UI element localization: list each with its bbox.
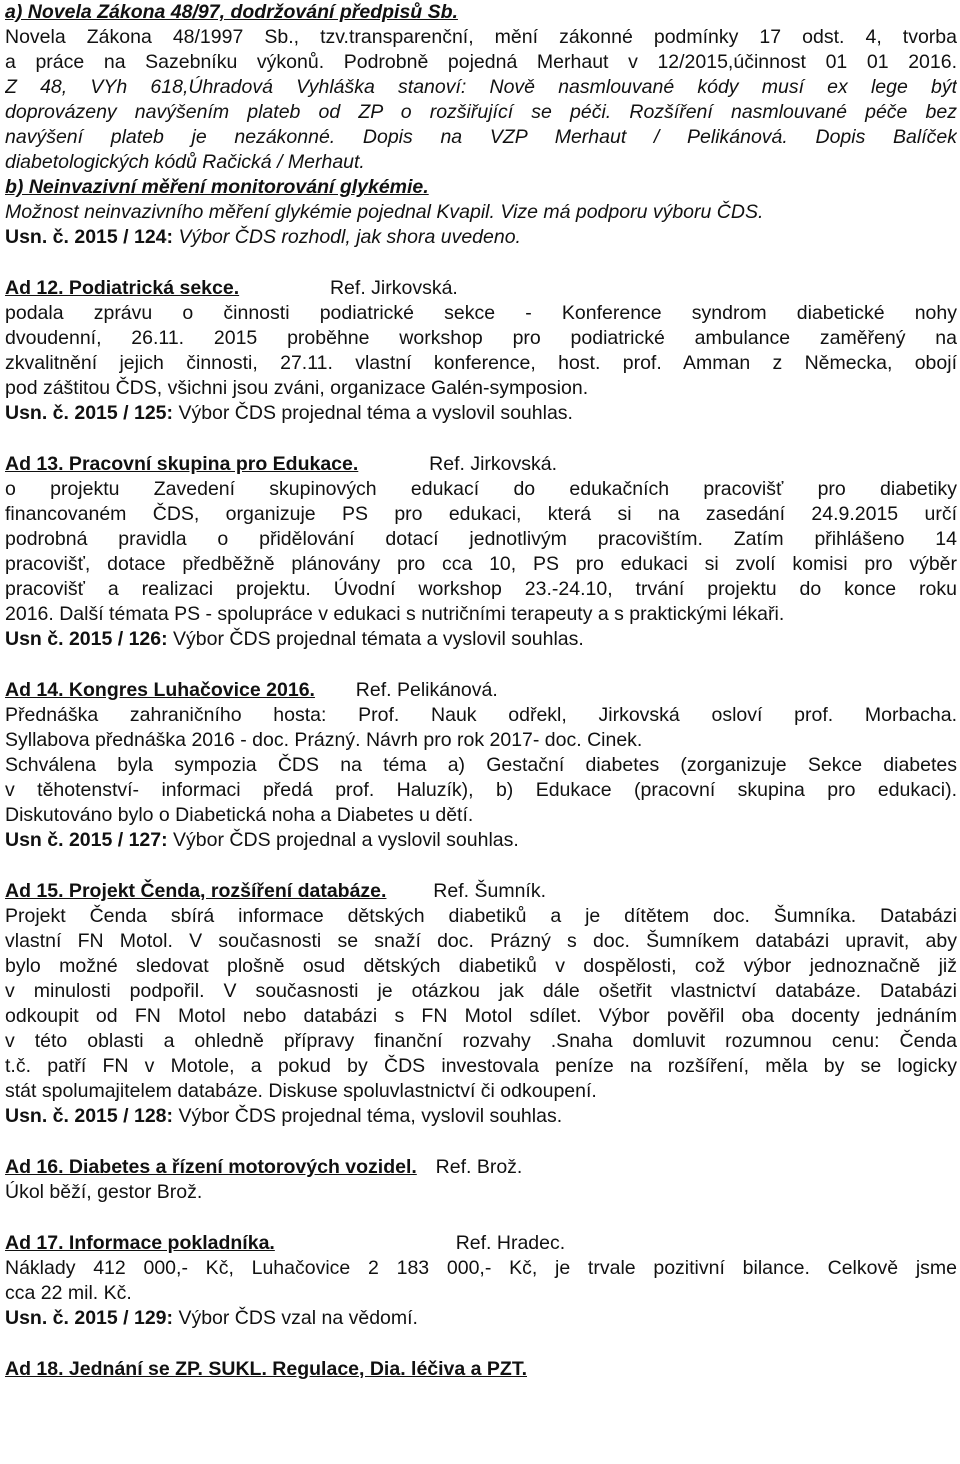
paragraph-line: Diskutováno bylo o Diabetická noha a Diabetes u dětí. xyxy=(5,804,474,826)
document-page xyxy=(5,0,957,1382)
paragraph-line: vlastní FN Motol. V současnosti se snaží doc. Prázný s doc. Šumníkem databázi upravit, aby xyxy=(5,930,957,952)
paragraph-line: stát spolumajitelem databáze. Diskuse spoluvlastnictví či odkoupení. xyxy=(5,1080,597,1102)
section-b-heading: b) Neinvazivní měření monitorování glykémie. xyxy=(5,176,429,198)
agenda-item-header xyxy=(5,1231,957,1256)
paragraph-line: pracovišť, dotace předběžně plánovány pro cca 10, PS pro edukaci si zvolí komisi pro výběr xyxy=(5,553,957,575)
agenda-item-ref: Ref. Jirkovská. xyxy=(329,277,458,299)
paragraph-line: podrobná pravidla o přidělování dotací jednotlivým pracovištím. Zatím přihlášeno 14 xyxy=(5,528,957,550)
agenda-item-ref: Ref. Hradec. xyxy=(455,1232,566,1254)
agenda-item-title: Ad 12. Podiatrická sekce. xyxy=(5,277,240,299)
paragraph-line: zkvalitnění jejich činnosti, 27.11. vlastní konference, host. prof. Amman z Německa, obojí xyxy=(5,352,957,374)
resolution-label: Usn č. xyxy=(5,628,64,650)
agenda-item-ref: Ref. Šumník. xyxy=(433,880,547,902)
agenda-item-header xyxy=(5,879,957,904)
paragraph-line: a práce na Sazebníku výkonů. Podrobně pojedná Merhaut v 12/2015,účinnost 01 01 2016. xyxy=(5,51,957,73)
agenda-item-header xyxy=(5,276,957,301)
resolution-number: 2015 / 129: xyxy=(74,1307,174,1329)
resolution xyxy=(5,401,957,426)
paragraph-line: dvoudenní, 26.11. 2015 proběhne workshop pro podiatrické ambulance zaměřený na xyxy=(5,327,957,349)
paragraph-line: bylo možné sledovat plošně osud dětských diabetiků v dospělosti, což výbor jednoznačně již xyxy=(5,955,957,977)
paragraph-line: Z 48, VYh 618,Úhradová Vyhláška stanoví: Nově nasmlouvané kódy musí ex lege být xyxy=(5,76,957,98)
agenda-item-header xyxy=(5,678,957,703)
paragraph-line: 2016. Další témata PS - spolupráce v edukaci s nutričními terapeuty a s praktickými lékaři. xyxy=(5,603,785,625)
paragraph-line: pod záštitou ČDS, všichni jsou zváni, organizace Galén-symposion. xyxy=(5,377,589,399)
agenda-item-ref: Ref. Jirkovská. xyxy=(429,453,558,475)
resolution xyxy=(5,1104,957,1129)
resolution xyxy=(5,627,957,652)
paragraph-line: Syllabova přednáška 2016 - doc. Prázný. Návrh pro rok 2017- doc. Cinek. xyxy=(5,729,643,751)
paragraph-line: Úkol běží, gestor Brož. xyxy=(5,1181,203,1203)
paragraph-line: navýšení plateb je nezákonné. Dopis na VZP Merhaut / Pelikánová. Dopis Balíček xyxy=(5,126,957,148)
resolution xyxy=(5,1306,957,1331)
resolution xyxy=(5,828,957,853)
paragraph-line: o projektu Zavedení skupinových edukací do edukačních pracovišť pro diabetiky xyxy=(5,478,957,500)
paragraph-line: v minulosti podpořil. V současnosti je otázkou jak dále ošetřit vlastnictví databáze. Databázi xyxy=(5,980,957,1002)
paragraph-line: podala zprávu o činnosti podiatrické sekce - Konference syndrom diabetické nohy xyxy=(5,302,957,324)
agenda-item-ref: Ref. Pelikánová. xyxy=(355,679,498,701)
resolution-text: Výbor ČDS projednal témata a vyslovil souhlas. xyxy=(173,628,584,650)
resolution-number: 2015 / 128: xyxy=(74,1105,174,1127)
resolution-number: 2015 / 124: xyxy=(74,226,174,248)
paragraph-line: doprovázeny navýšením plateb od ZP o rozšiřující se péči. Rozšíření nasmlouvané péče bez xyxy=(5,101,957,123)
resolution-label: Usn. č. xyxy=(5,1105,69,1127)
agenda-item-ref: Ref. Brož. xyxy=(435,1156,523,1178)
agenda-item-title: Ad 13. Pracovní skupina pro Edukace. xyxy=(5,453,359,475)
resolution-number: 2015 / 126: xyxy=(68,628,168,650)
resolution-label: Usn č. xyxy=(5,829,64,851)
paragraph-line: v těhotenství- informaci předá prof. Haluzík), b) Edukace (pracovní skupina pro edukaci). xyxy=(5,779,957,801)
resolution-text: Výbor ČDS projednal a vyslovil souhlas. xyxy=(173,829,519,851)
paragraph-line: cca 22 mil. Kč. xyxy=(5,1282,132,1304)
agenda-item-title: Ad 16. Diabetes a řízení motorových vozidel. xyxy=(5,1156,417,1178)
paragraph-line: odkoupit od FN Motol nebo databázi s FN Motol sdílet. Výbor pověřil oba docenty jednáním xyxy=(5,1005,957,1027)
paragraph-line: Přednáška zahraničního hosta: Prof. Nauk odřekl, Jirkovská osloví prof. Morbacha. xyxy=(5,704,957,726)
resolution-text: Výbor ČDS projednal téma a vyslovil souhlas. xyxy=(178,402,573,424)
agenda-item-title: Ad 17. Informace pokladníka. xyxy=(5,1232,275,1254)
resolution-label: Usn. č. xyxy=(5,1307,69,1329)
paragraph-line: financovaném ČDS, organizuje PS pro edukaci, která si na zasedání 24.9.2015 určí xyxy=(5,503,957,525)
resolution xyxy=(5,225,957,250)
paragraph-line: Náklady 412 000,- Kč, Luhačovice 2 183 000,- Kč, je trvale pozitivní bilance. Celkově jsme xyxy=(5,1257,957,1279)
resolution-text: Výbor ČDS rozhodl, jak shora uvedeno. xyxy=(178,226,521,248)
resolution-number: 2015 / 127: xyxy=(68,829,168,851)
agenda-item-header xyxy=(5,452,957,477)
agenda-item-title: Ad 15. Projekt Čenda, rozšíření databáze. xyxy=(5,880,387,902)
paragraph-line: pracovišť a realizaci projektu. Úvodní workshop 23.-24.10, trvání projektu do konce roku xyxy=(5,578,957,600)
paragraph-line: Schválena byla sympozia ČDS na téma a) Gestační diabetes (zorganizuje Sekce diabetes xyxy=(5,754,957,776)
section-a-heading: a) Novela Zákona 48/97, dodržování předpisů Sb. xyxy=(5,1,458,23)
agenda-item-title: Ad 18. Jednání se ZP. SUKL. Regulace, Dia. léčiva a PZT. xyxy=(5,1358,528,1380)
paragraph-line: Možnost neinvazivního měření glykémie pojednal Kvapil. Vize má podporu výboru ČDS. xyxy=(5,201,764,223)
paragraph-line: t.č. patří FN v Motole, a pokud by ČDS investovala peníze na rozšíření, měla by se logicky xyxy=(5,1055,957,1077)
paragraph-line: Novela Zákona 48/1997 Sb., tzv.transparenční, mění zákonné podmínky 17 odst. 4, tvorba xyxy=(5,26,957,48)
resolution-label: Usn. č. xyxy=(5,402,69,424)
resolution-text: Výbor ČDS vzal na vědomí. xyxy=(178,1307,418,1329)
resolution-label: Usn. č. xyxy=(5,226,69,248)
resolution-number: 2015 / 125: xyxy=(74,402,174,424)
agenda-item-title: Ad 14. Kongres Luhačovice 2016. xyxy=(5,679,315,701)
paragraph-line: Projekt Čenda sbírá informace dětských diabetiků a je dítětem doc. Šumníka. Databázi xyxy=(5,905,957,927)
agenda-item-header xyxy=(5,1155,957,1180)
paragraph-line: diabetologických kódů Račická / Merhaut. xyxy=(5,151,365,173)
paragraph-line: v této oblasti a ohledně přípravy finanční rozvahy .Snaha domluvit rozumnou cenu: Čenda xyxy=(5,1030,957,1052)
resolution-text: Výbor ČDS projednal téma, vyslovil souhlas. xyxy=(178,1105,563,1127)
